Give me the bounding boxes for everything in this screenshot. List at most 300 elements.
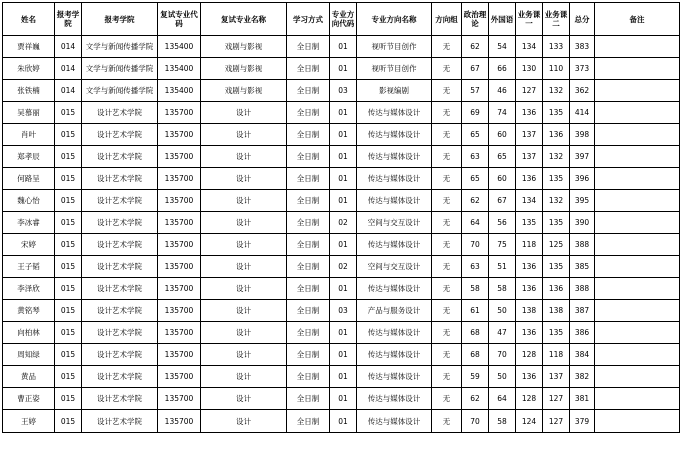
cell-direction-group: 无 <box>432 322 462 344</box>
cell-college: 设计艺术学院 <box>82 234 158 256</box>
cell-foreign-language: 50 <box>489 300 516 322</box>
cell-direction-name: 传达与媒体设计 <box>357 102 432 124</box>
cell-direction-code: 03 <box>330 300 357 322</box>
cell-direction-group: 无 <box>432 410 462 433</box>
cell-politics: 68 <box>462 322 489 344</box>
cell-subject-1: 124 <box>516 410 543 433</box>
cell-politics: 57 <box>462 80 489 102</box>
cell-foreign-language: 75 <box>489 234 516 256</box>
cell-direction-name: 传达与媒体设计 <box>357 190 432 212</box>
table-row <box>3 212 680 234</box>
table-row <box>3 256 680 278</box>
table-row <box>3 146 680 168</box>
cell-subject-1: 136 <box>516 278 543 300</box>
cell-college-code: 014 <box>55 58 82 80</box>
cell-total: 395 <box>570 190 595 212</box>
cell-foreign-language: 60 <box>489 168 516 190</box>
cell-study-mode: 全日制 <box>287 256 330 278</box>
cell-direction-code: 01 <box>330 58 357 80</box>
cell-politics: 65 <box>462 168 489 190</box>
admission-results-table <box>2 2 680 433</box>
cell-direction-name: 传达与媒体设计 <box>357 322 432 344</box>
cell-direction-group: 无 <box>432 168 462 190</box>
cell-major-name: 设计 <box>201 388 287 410</box>
cell-direction-code: 01 <box>330 366 357 388</box>
cell-remarks <box>595 388 680 410</box>
header-politics: 政治理论 <box>462 3 489 36</box>
cell-foreign-language: 56 <box>489 212 516 234</box>
cell-politics: 59 <box>462 366 489 388</box>
cell-foreign-language: 46 <box>489 80 516 102</box>
cell-foreign-language: 51 <box>489 256 516 278</box>
cell-name: 肖叶 <box>3 124 55 146</box>
cell-major-code: 135700 <box>158 212 201 234</box>
cell-remarks <box>595 80 680 102</box>
cell-remarks <box>595 102 680 124</box>
cell-direction-name: 传达与媒体设计 <box>357 344 432 366</box>
cell-foreign-language: 47 <box>489 322 516 344</box>
header-name: 姓名 <box>3 3 55 36</box>
cell-direction-name: 视听节目创作 <box>357 58 432 80</box>
cell-study-mode: 全日制 <box>287 410 330 433</box>
cell-major-name: 设计 <box>201 344 287 366</box>
cell-name: 王子韬 <box>3 256 55 278</box>
cell-major-code: 135400 <box>158 80 201 102</box>
header-total: 总分 <box>570 3 595 36</box>
header-study-mode: 学习方式 <box>287 3 330 36</box>
cell-total: 384 <box>570 344 595 366</box>
cell-name: 黄品 <box>3 366 55 388</box>
cell-direction-group: 无 <box>432 234 462 256</box>
table-row <box>3 322 680 344</box>
cell-major-name: 设计 <box>201 278 287 300</box>
cell-major-name: 设计 <box>201 124 287 146</box>
cell-remarks <box>595 146 680 168</box>
cell-direction-group: 无 <box>432 366 462 388</box>
cell-college: 设计艺术学院 <box>82 212 158 234</box>
cell-major-code: 135400 <box>158 58 201 80</box>
cell-subject-2: 135 <box>543 322 570 344</box>
cell-major-code: 135700 <box>158 102 201 124</box>
table-header-row <box>3 3 680 36</box>
cell-subject-1: 118 <box>516 234 543 256</box>
cell-politics: 70 <box>462 410 489 433</box>
cell-total: 386 <box>570 322 595 344</box>
table-row <box>3 58 680 80</box>
cell-total: 388 <box>570 278 595 300</box>
cell-college-code: 015 <box>55 344 82 366</box>
cell-major-name: 设计 <box>201 234 287 256</box>
cell-college-code: 015 <box>55 366 82 388</box>
cell-study-mode: 全日制 <box>287 168 330 190</box>
cell-direction-group: 无 <box>432 300 462 322</box>
cell-college-code: 015 <box>55 234 82 256</box>
cell-direction-group: 无 <box>432 36 462 58</box>
cell-major-name: 戏剧与影视 <box>201 80 287 102</box>
cell-major-name: 设计 <box>201 300 287 322</box>
header-major-code: 复试专业代码 <box>158 3 201 36</box>
cell-study-mode: 全日制 <box>287 344 330 366</box>
cell-subject-2: 135 <box>543 168 570 190</box>
cell-college-code: 014 <box>55 36 82 58</box>
cell-subject-2: 127 <box>543 410 570 433</box>
cell-direction-name: 传达与媒体设计 <box>357 124 432 146</box>
cell-politics: 63 <box>462 146 489 168</box>
header-direction-code: 专业方向代码 <box>330 3 357 36</box>
cell-direction-group: 无 <box>432 80 462 102</box>
table-row <box>3 102 680 124</box>
cell-total: 381 <box>570 388 595 410</box>
cell-foreign-language: 65 <box>489 146 516 168</box>
table-row <box>3 410 680 433</box>
cell-major-code: 135700 <box>158 388 201 410</box>
cell-name: 郑孝辰 <box>3 146 55 168</box>
cell-major-code: 135700 <box>158 278 201 300</box>
cell-total: 396 <box>570 168 595 190</box>
cell-direction-code: 01 <box>330 168 357 190</box>
table-row <box>3 80 680 102</box>
cell-subject-1: 127 <box>516 80 543 102</box>
cell-college: 设计艺术学院 <box>82 146 158 168</box>
cell-subject-1: 134 <box>516 190 543 212</box>
cell-remarks <box>595 278 680 300</box>
cell-subject-1: 130 <box>516 58 543 80</box>
cell-politics: 63 <box>462 256 489 278</box>
header-remarks: 备注 <box>595 3 680 36</box>
cell-name: 魏心怡 <box>3 190 55 212</box>
table-row <box>3 168 680 190</box>
cell-foreign-language: 54 <box>489 36 516 58</box>
cell-name: 王婷 <box>3 410 55 433</box>
table-row <box>3 388 680 410</box>
cell-college: 文学与新闻传播学院 <box>82 36 158 58</box>
header-foreign-language: 外国语 <box>489 3 516 36</box>
header-major-name: 复试专业名称 <box>201 3 287 36</box>
cell-direction-code: 01 <box>330 410 357 433</box>
cell-major-name: 设计 <box>201 102 287 124</box>
cell-direction-code: 01 <box>330 124 357 146</box>
cell-study-mode: 全日制 <box>287 212 330 234</box>
cell-subject-1: 136 <box>516 322 543 344</box>
cell-direction-code: 01 <box>330 388 357 410</box>
header-direction-group: 方向组 <box>432 3 462 36</box>
cell-subject-2: 135 <box>543 256 570 278</box>
cell-subject-2: 135 <box>543 212 570 234</box>
cell-college: 设计艺术学院 <box>82 102 158 124</box>
cell-college: 设计艺术学院 <box>82 168 158 190</box>
cell-direction-group: 无 <box>432 344 462 366</box>
cell-direction-group: 无 <box>432 102 462 124</box>
cell-subject-2: 132 <box>543 190 570 212</box>
table-row <box>3 234 680 256</box>
cell-study-mode: 全日制 <box>287 278 330 300</box>
cell-subject-2: 136 <box>543 124 570 146</box>
cell-college-code: 015 <box>55 102 82 124</box>
cell-subject-2: 135 <box>543 102 570 124</box>
cell-remarks <box>595 36 680 58</box>
table-row <box>3 366 680 388</box>
cell-college: 设计艺术学院 <box>82 124 158 146</box>
cell-college-code: 015 <box>55 212 82 234</box>
cell-subject-2: 137 <box>543 366 570 388</box>
cell-direction-code: 01 <box>330 102 357 124</box>
cell-foreign-language: 66 <box>489 58 516 80</box>
cell-remarks <box>595 124 680 146</box>
cell-direction-name: 传达与媒体设计 <box>357 168 432 190</box>
cell-remarks <box>595 58 680 80</box>
cell-direction-name: 传达与媒体设计 <box>357 278 432 300</box>
cell-total: 397 <box>570 146 595 168</box>
cell-politics: 64 <box>462 212 489 234</box>
cell-remarks <box>595 322 680 344</box>
cell-major-code: 135700 <box>158 410 201 433</box>
cell-subject-2: 132 <box>543 80 570 102</box>
cell-remarks <box>595 256 680 278</box>
cell-subject-1: 136 <box>516 168 543 190</box>
cell-subject-2: 127 <box>543 388 570 410</box>
cell-major-name: 设计 <box>201 410 287 433</box>
cell-politics: 68 <box>462 344 489 366</box>
table-row <box>3 36 680 58</box>
cell-subject-1: 136 <box>516 366 543 388</box>
cell-subject-1: 137 <box>516 146 543 168</box>
cell-remarks <box>595 410 680 433</box>
cell-direction-name: 传达与媒体设计 <box>357 410 432 433</box>
cell-major-name: 设计 <box>201 256 287 278</box>
cell-direction-group: 无 <box>432 146 462 168</box>
cell-total: 382 <box>570 366 595 388</box>
cell-name: 张铁楠 <box>3 80 55 102</box>
cell-study-mode: 全日制 <box>287 80 330 102</box>
cell-remarks <box>595 300 680 322</box>
cell-name: 朱欣婷 <box>3 58 55 80</box>
cell-name: 宋婷 <box>3 234 55 256</box>
cell-direction-group: 无 <box>432 124 462 146</box>
cell-foreign-language: 67 <box>489 190 516 212</box>
cell-subject-2: 125 <box>543 234 570 256</box>
cell-major-code: 135700 <box>158 146 201 168</box>
cell-major-name: 设计 <box>201 322 287 344</box>
cell-college-code: 015 <box>55 388 82 410</box>
cell-politics: 62 <box>462 36 489 58</box>
cell-total: 383 <box>570 36 595 58</box>
cell-name: 向柏林 <box>3 322 55 344</box>
cell-study-mode: 全日制 <box>287 366 330 388</box>
cell-foreign-language: 70 <box>489 344 516 366</box>
cell-direction-name: 产品与服务设计 <box>357 300 432 322</box>
cell-college-code: 015 <box>55 168 82 190</box>
cell-college: 设计艺术学院 <box>82 366 158 388</box>
cell-direction-code: 02 <box>330 256 357 278</box>
header-college: 报考学院 <box>82 3 158 36</box>
cell-major-name: 设计 <box>201 146 287 168</box>
cell-major-code: 135700 <box>158 322 201 344</box>
header-subject-1: 业务课一 <box>516 3 543 36</box>
cell-subject-1: 137 <box>516 124 543 146</box>
cell-direction-name: 视听节目创作 <box>357 36 432 58</box>
cell-name: 贾祥巍 <box>3 36 55 58</box>
cell-direction-group: 无 <box>432 256 462 278</box>
cell-total: 387 <box>570 300 595 322</box>
cell-college: 设计艺术学院 <box>82 388 158 410</box>
cell-subject-2: 133 <box>543 36 570 58</box>
cell-college: 设计艺术学院 <box>82 300 158 322</box>
cell-study-mode: 全日制 <box>287 190 330 212</box>
cell-direction-name: 传达与媒体设计 <box>357 366 432 388</box>
cell-politics: 62 <box>462 388 489 410</box>
cell-foreign-language: 60 <box>489 124 516 146</box>
table-row <box>3 190 680 212</box>
cell-total: 390 <box>570 212 595 234</box>
cell-college-code: 015 <box>55 146 82 168</box>
cell-study-mode: 全日制 <box>287 322 330 344</box>
cell-subject-1: 138 <box>516 300 543 322</box>
cell-remarks <box>595 234 680 256</box>
cell-college: 设计艺术学院 <box>82 278 158 300</box>
cell-direction-group: 无 <box>432 278 462 300</box>
cell-major-code: 135700 <box>158 124 201 146</box>
cell-subject-1: 128 <box>516 344 543 366</box>
cell-name: 李泽欣 <box>3 278 55 300</box>
cell-name: 李冰睿 <box>3 212 55 234</box>
cell-politics: 61 <box>462 300 489 322</box>
cell-direction-name: 空间与交互设计 <box>357 212 432 234</box>
cell-college-code: 015 <box>55 256 82 278</box>
cell-college-code: 015 <box>55 410 82 433</box>
header-subject-2: 业务课二 <box>543 3 570 36</box>
cell-college-code: 015 <box>55 190 82 212</box>
cell-remarks <box>595 190 680 212</box>
cell-direction-name: 传达与媒体设计 <box>357 234 432 256</box>
cell-major-code: 135700 <box>158 168 201 190</box>
cell-direction-code: 01 <box>330 190 357 212</box>
cell-college-code: 015 <box>55 124 82 146</box>
cell-remarks <box>595 168 680 190</box>
cell-subject-1: 136 <box>516 102 543 124</box>
cell-college: 设计艺术学院 <box>82 322 158 344</box>
cell-direction-code: 01 <box>330 234 357 256</box>
table-row <box>3 124 680 146</box>
cell-total: 385 <box>570 256 595 278</box>
cell-subject-1: 134 <box>516 36 543 58</box>
cell-name: 吴慕丽 <box>3 102 55 124</box>
cell-subject-1: 135 <box>516 212 543 234</box>
cell-major-code: 135700 <box>158 366 201 388</box>
cell-major-code: 135700 <box>158 234 201 256</box>
cell-direction-name: 空间与交互设计 <box>357 256 432 278</box>
cell-total: 362 <box>570 80 595 102</box>
cell-direction-code: 01 <box>330 146 357 168</box>
cell-total: 414 <box>570 102 595 124</box>
cell-direction-group: 无 <box>432 212 462 234</box>
cell-major-code: 135400 <box>158 36 201 58</box>
cell-college: 设计艺术学院 <box>82 190 158 212</box>
cell-foreign-language: 74 <box>489 102 516 124</box>
cell-college-code: 014 <box>55 80 82 102</box>
cell-politics: 58 <box>462 278 489 300</box>
table-row <box>3 278 680 300</box>
cell-major-code: 135700 <box>158 344 201 366</box>
cell-foreign-language: 58 <box>489 278 516 300</box>
cell-subject-2: 110 <box>543 58 570 80</box>
cell-total: 373 <box>570 58 595 80</box>
cell-study-mode: 全日制 <box>287 58 330 80</box>
cell-direction-group: 无 <box>432 190 462 212</box>
cell-major-code: 135700 <box>158 300 201 322</box>
cell-major-name: 设计 <box>201 366 287 388</box>
cell-foreign-language: 58 <box>489 410 516 433</box>
cell-politics: 69 <box>462 102 489 124</box>
cell-remarks <box>595 212 680 234</box>
cell-major-name: 设计 <box>201 190 287 212</box>
cell-study-mode: 全日制 <box>287 300 330 322</box>
table-row <box>3 344 680 366</box>
cell-major-name: 戏剧与影视 <box>201 58 287 80</box>
cell-subject-2: 136 <box>543 278 570 300</box>
cell-subject-2: 138 <box>543 300 570 322</box>
cell-subject-1: 128 <box>516 388 543 410</box>
cell-college: 设计艺术学院 <box>82 344 158 366</box>
cell-subject-2: 132 <box>543 146 570 168</box>
cell-college: 设计艺术学院 <box>82 256 158 278</box>
cell-direction-code: 01 <box>330 278 357 300</box>
header-college-code: 报考学院 <box>55 3 82 36</box>
cell-direction-code: 02 <box>330 212 357 234</box>
cell-major-name: 设计 <box>201 168 287 190</box>
cell-major-name: 设计 <box>201 212 287 234</box>
cell-study-mode: 全日制 <box>287 36 330 58</box>
cell-name: 曹正姿 <box>3 388 55 410</box>
cell-total: 398 <box>570 124 595 146</box>
cell-subject-2: 118 <box>543 344 570 366</box>
cell-college-code: 015 <box>55 278 82 300</box>
cell-total: 379 <box>570 410 595 433</box>
cell-total: 388 <box>570 234 595 256</box>
cell-foreign-language: 50 <box>489 366 516 388</box>
cell-major-name: 戏剧与影视 <box>201 36 287 58</box>
cell-direction-code: 01 <box>330 322 357 344</box>
cell-politics: 65 <box>462 124 489 146</box>
cell-direction-name: 传达与媒体设计 <box>357 146 432 168</box>
cell-college-code: 015 <box>55 322 82 344</box>
cell-study-mode: 全日制 <box>287 388 330 410</box>
cell-direction-code: 01 <box>330 36 357 58</box>
cell-major-code: 135700 <box>158 190 201 212</box>
cell-name: 黄铭琴 <box>3 300 55 322</box>
header-direction-name: 专业方向名称 <box>357 3 432 36</box>
cell-major-code: 135700 <box>158 256 201 278</box>
cell-direction-group: 无 <box>432 388 462 410</box>
cell-direction-code: 03 <box>330 80 357 102</box>
cell-college-code: 015 <box>55 300 82 322</box>
cell-study-mode: 全日制 <box>287 102 330 124</box>
cell-remarks <box>595 344 680 366</box>
cell-direction-name: 影视编剧 <box>357 80 432 102</box>
cell-study-mode: 全日制 <box>287 124 330 146</box>
cell-study-mode: 全日制 <box>287 234 330 256</box>
cell-remarks <box>595 366 680 388</box>
cell-politics: 62 <box>462 190 489 212</box>
cell-politics: 70 <box>462 234 489 256</box>
cell-study-mode: 全日制 <box>287 146 330 168</box>
cell-direction-group: 无 <box>432 58 462 80</box>
cell-foreign-language: 64 <box>489 388 516 410</box>
cell-college: 文学与新闻传播学院 <box>82 80 158 102</box>
cell-politics: 67 <box>462 58 489 80</box>
cell-name: 周知绿 <box>3 344 55 366</box>
cell-college: 设计艺术学院 <box>82 410 158 433</box>
table-row <box>3 300 680 322</box>
